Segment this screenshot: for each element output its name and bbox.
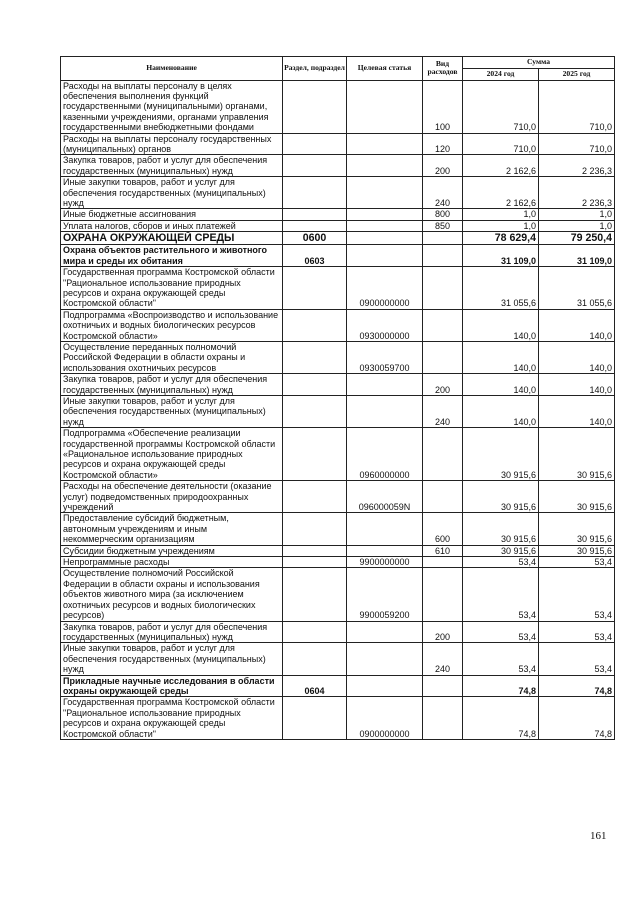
table-row — [61, 643, 615, 675]
cell-2024: 2 162,6 — [463, 155, 539, 177]
cell-target — [347, 545, 423, 556]
table-row — [61, 209, 615, 220]
cell-name: Предоставление субсидий бюджетным, автономным учреждениям и иным некоммерческим организациям — [61, 513, 283, 545]
cell-name: Уплата налогов, сборов и иных платежей — [61, 220, 283, 231]
cell-name: Закупка товаров, работ и услуг для обеспечения государственных (муниципальных) нужд — [61, 621, 283, 643]
cell-kind: 610 — [423, 545, 463, 556]
cell-kind — [423, 568, 463, 621]
cell-2025: 30 915,6 — [539, 513, 615, 545]
header-year-2025: 2025 год — [539, 68, 615, 80]
cell-2024: 140,0 — [463, 309, 539, 341]
cell-name: Прикладные научные исследования в области охраны окружающей среды — [61, 675, 283, 697]
cell-2025: 31 055,6 — [539, 267, 615, 310]
cell-kind: 800 — [423, 209, 463, 220]
cell-section — [283, 481, 347, 513]
cell-2024: 53,4 — [463, 643, 539, 675]
cell-2025: 30 915,6 — [539, 481, 615, 513]
cell-target — [347, 232, 423, 245]
cell-name: Расходы на обеспечение деятельности (оказание услуг) подведомственных природоохранных учреждений — [61, 481, 283, 513]
cell-name: ОХРАНА ОКРУЖАЮЩЕЙ СРЕДЫ — [61, 232, 283, 245]
cell-section — [283, 374, 347, 396]
cell-kind — [423, 675, 463, 697]
cell-2025: 30 915,6 — [539, 545, 615, 556]
table-row — [61, 267, 615, 310]
cell-target: 9900059200 — [347, 568, 423, 621]
table-row — [61, 428, 615, 481]
cell-section — [283, 513, 347, 545]
cell-2025: 74,8 — [539, 697, 615, 740]
table-row — [61, 697, 615, 740]
header-year-2024: 2024 год — [463, 68, 539, 80]
cell-kind: 200 — [423, 155, 463, 177]
cell-name: Осуществление полномочий Российской Федерации в области охраны и использования объектов животного мира (за исключением охотничьих ресурсов и водных биологических ресурсов) — [61, 568, 283, 621]
cell-2025: 140,0 — [539, 309, 615, 341]
cell-2025: 31 109,0 — [539, 245, 615, 267]
cell-name: Государственная программа Костромской области "Рациональное использование природных ресурсов и охрана окружающей среды Костромской области" — [61, 697, 283, 740]
cell-target — [347, 220, 423, 231]
cell-kind: 100 — [423, 80, 463, 133]
cell-2025: 79 250,4 — [539, 232, 615, 245]
cell-2024: 1,0 — [463, 220, 539, 231]
cell-2025: 74,8 — [539, 675, 615, 697]
cell-target — [347, 621, 423, 643]
table-row — [61, 232, 615, 245]
cell-kind — [423, 309, 463, 341]
table-row — [61, 395, 615, 427]
cell-section — [283, 267, 347, 310]
header-target: Целевая статья — [347, 57, 423, 81]
cell-name: Охрана объектов растительного и животного мира и среды их обитания — [61, 245, 283, 267]
cell-target — [347, 395, 423, 427]
cell-2025: 53,4 — [539, 643, 615, 675]
cell-name: Расходы на выплаты персоналу в целях обеспечения выполнения функций государственными (муниципальными) органами, казенными учреждениями, органами управления государственными внебюджетными фондами — [61, 80, 283, 133]
cell-kind: 200 — [423, 621, 463, 643]
cell-2024: 31 109,0 — [463, 245, 539, 267]
cell-name: Закупка товаров, работ и услуг для обеспечения государственных (муниципальных) нужд — [61, 374, 283, 396]
cell-section — [283, 557, 347, 568]
cell-section — [283, 155, 347, 177]
cell-2024: 2 162,6 — [463, 177, 539, 209]
cell-section — [283, 621, 347, 643]
cell-target — [347, 177, 423, 209]
cell-section — [283, 568, 347, 621]
cell-section — [283, 133, 347, 155]
cell-kind — [423, 428, 463, 481]
page-number: 161 — [590, 830, 607, 842]
cell-section: 0600 — [283, 232, 347, 245]
header-sum: Сумма — [463, 57, 615, 69]
cell-2025: 53,4 — [539, 557, 615, 568]
cell-2024: 78 629,4 — [463, 232, 539, 245]
header-kind: Вид расходов — [423, 57, 463, 81]
cell-kind: 240 — [423, 395, 463, 427]
header-name: Наименование — [61, 57, 283, 81]
cell-2024: 140,0 — [463, 341, 539, 373]
cell-kind — [423, 697, 463, 740]
cell-2024: 140,0 — [463, 374, 539, 396]
cell-section — [283, 220, 347, 231]
cell-2025: 1,0 — [539, 220, 615, 231]
cell-2024: 710,0 — [463, 80, 539, 133]
cell-section — [283, 341, 347, 373]
cell-target — [347, 133, 423, 155]
cell-2024: 30 915,6 — [463, 428, 539, 481]
cell-target — [347, 675, 423, 697]
cell-2024: 53,4 — [463, 557, 539, 568]
cell-2024: 30 915,6 — [463, 545, 539, 556]
table-row — [61, 568, 615, 621]
cell-kind: 240 — [423, 177, 463, 209]
cell-kind — [423, 232, 463, 245]
table-row — [61, 177, 615, 209]
cell-2025: 53,4 — [539, 568, 615, 621]
cell-2025: 1,0 — [539, 209, 615, 220]
cell-target: 0930000000 — [347, 309, 423, 341]
table-row — [61, 245, 615, 267]
cell-section — [283, 395, 347, 427]
cell-2025: 53,4 — [539, 621, 615, 643]
table-row — [61, 621, 615, 643]
cell-2024: 53,4 — [463, 568, 539, 621]
cell-kind: 120 — [423, 133, 463, 155]
table-row — [61, 220, 615, 231]
cell-2024: 74,8 — [463, 675, 539, 697]
cell-name: Осуществление переданных полномочий Российской Федерации в области охраны и использования охотничьих ресурсов — [61, 341, 283, 373]
cell-kind: 240 — [423, 643, 463, 675]
cell-target — [347, 80, 423, 133]
cell-2025: 710,0 — [539, 133, 615, 155]
cell-name: Иные закупки товаров, работ и услуг для обеспечения государственных (муниципальных) нужд — [61, 177, 283, 209]
table-row — [61, 155, 615, 177]
table-header — [61, 57, 615, 81]
cell-name: Субсидии бюджетным учреждениям — [61, 545, 283, 556]
cell-2024: 31 055,6 — [463, 267, 539, 310]
table-row — [61, 557, 615, 568]
cell-target: 0960000000 — [347, 428, 423, 481]
table-row — [61, 481, 615, 513]
table-body — [61, 80, 615, 739]
cell-section — [283, 80, 347, 133]
cell-name: Закупка товаров, работ и услуг для обеспечения государственных (муниципальных) нужд — [61, 155, 283, 177]
cell-target — [347, 643, 423, 675]
table-row — [61, 675, 615, 697]
table-row — [61, 545, 615, 556]
cell-target: 096000059N — [347, 481, 423, 513]
cell-target: 0900000000 — [347, 267, 423, 310]
cell-2024: 1,0 — [463, 209, 539, 220]
table-row — [61, 341, 615, 373]
table-row — [61, 513, 615, 545]
cell-target — [347, 513, 423, 545]
cell-section — [283, 643, 347, 675]
cell-kind — [423, 341, 463, 373]
cell-2024: 74,8 — [463, 697, 539, 740]
table-row — [61, 80, 615, 133]
cell-kind — [423, 557, 463, 568]
cell-2025: 2 236,3 — [539, 177, 615, 209]
cell-target: 0930059700 — [347, 341, 423, 373]
cell-section — [283, 697, 347, 740]
cell-name: Иные закупки товаров, работ и услуг для обеспечения государственных (муниципальных) нужд — [61, 395, 283, 427]
cell-section — [283, 545, 347, 556]
cell-target: 0900000000 — [347, 697, 423, 740]
cell-2025: 2 236,3 — [539, 155, 615, 177]
cell-section — [283, 309, 347, 341]
cell-section — [283, 428, 347, 481]
cell-2025: 30 915,6 — [539, 428, 615, 481]
cell-name: Подпрограмма «Воспроизводство и использование охотничьих и водных биологических ресурсов Костромской области» — [61, 309, 283, 341]
table-row — [61, 374, 615, 396]
cell-2024: 53,4 — [463, 621, 539, 643]
cell-2024: 710,0 — [463, 133, 539, 155]
cell-name: Иные бюджетные ассигнования — [61, 209, 283, 220]
cell-kind: 600 — [423, 513, 463, 545]
cell-section: 0603 — [283, 245, 347, 267]
cell-2025: 140,0 — [539, 374, 615, 396]
cell-target — [347, 374, 423, 396]
cell-target — [347, 155, 423, 177]
cell-2024: 140,0 — [463, 395, 539, 427]
cell-section — [283, 209, 347, 220]
cell-2025: 710,0 — [539, 80, 615, 133]
cell-name: Подпрограмма «Обеспечение реализации государственной программы Костромской области «Рациональное использование природных ресурсов и охрана окружающей среды Костромской области» — [61, 428, 283, 481]
header-section: Раздел, подраздел — [283, 57, 347, 81]
cell-target: 9900000000 — [347, 557, 423, 568]
table-row — [61, 309, 615, 341]
cell-2025: 140,0 — [539, 341, 615, 373]
cell-name: Расходы на выплаты персоналу государственных (муниципальных) органов — [61, 133, 283, 155]
cell-target — [347, 209, 423, 220]
cell-section: 0604 — [283, 675, 347, 697]
cell-name: Иные закупки товаров, работ и услуг для обеспечения государственных (муниципальных) нужд — [61, 643, 283, 675]
cell-2025: 140,0 — [539, 395, 615, 427]
budget-table — [60, 56, 615, 740]
cell-kind: 200 — [423, 374, 463, 396]
cell-kind — [423, 267, 463, 310]
cell-target — [347, 245, 423, 267]
cell-name: Непрограммные расходы — [61, 557, 283, 568]
cell-kind — [423, 245, 463, 267]
table-row — [61, 133, 615, 155]
cell-section — [283, 177, 347, 209]
cell-kind — [423, 481, 463, 513]
cell-2024: 30 915,6 — [463, 513, 539, 545]
cell-2024: 30 915,6 — [463, 481, 539, 513]
cell-name: Государственная программа Костромской области "Рациональное использование природных ресурсов и охрана окружающей среды Костромской области" — [61, 267, 283, 310]
cell-kind: 850 — [423, 220, 463, 231]
